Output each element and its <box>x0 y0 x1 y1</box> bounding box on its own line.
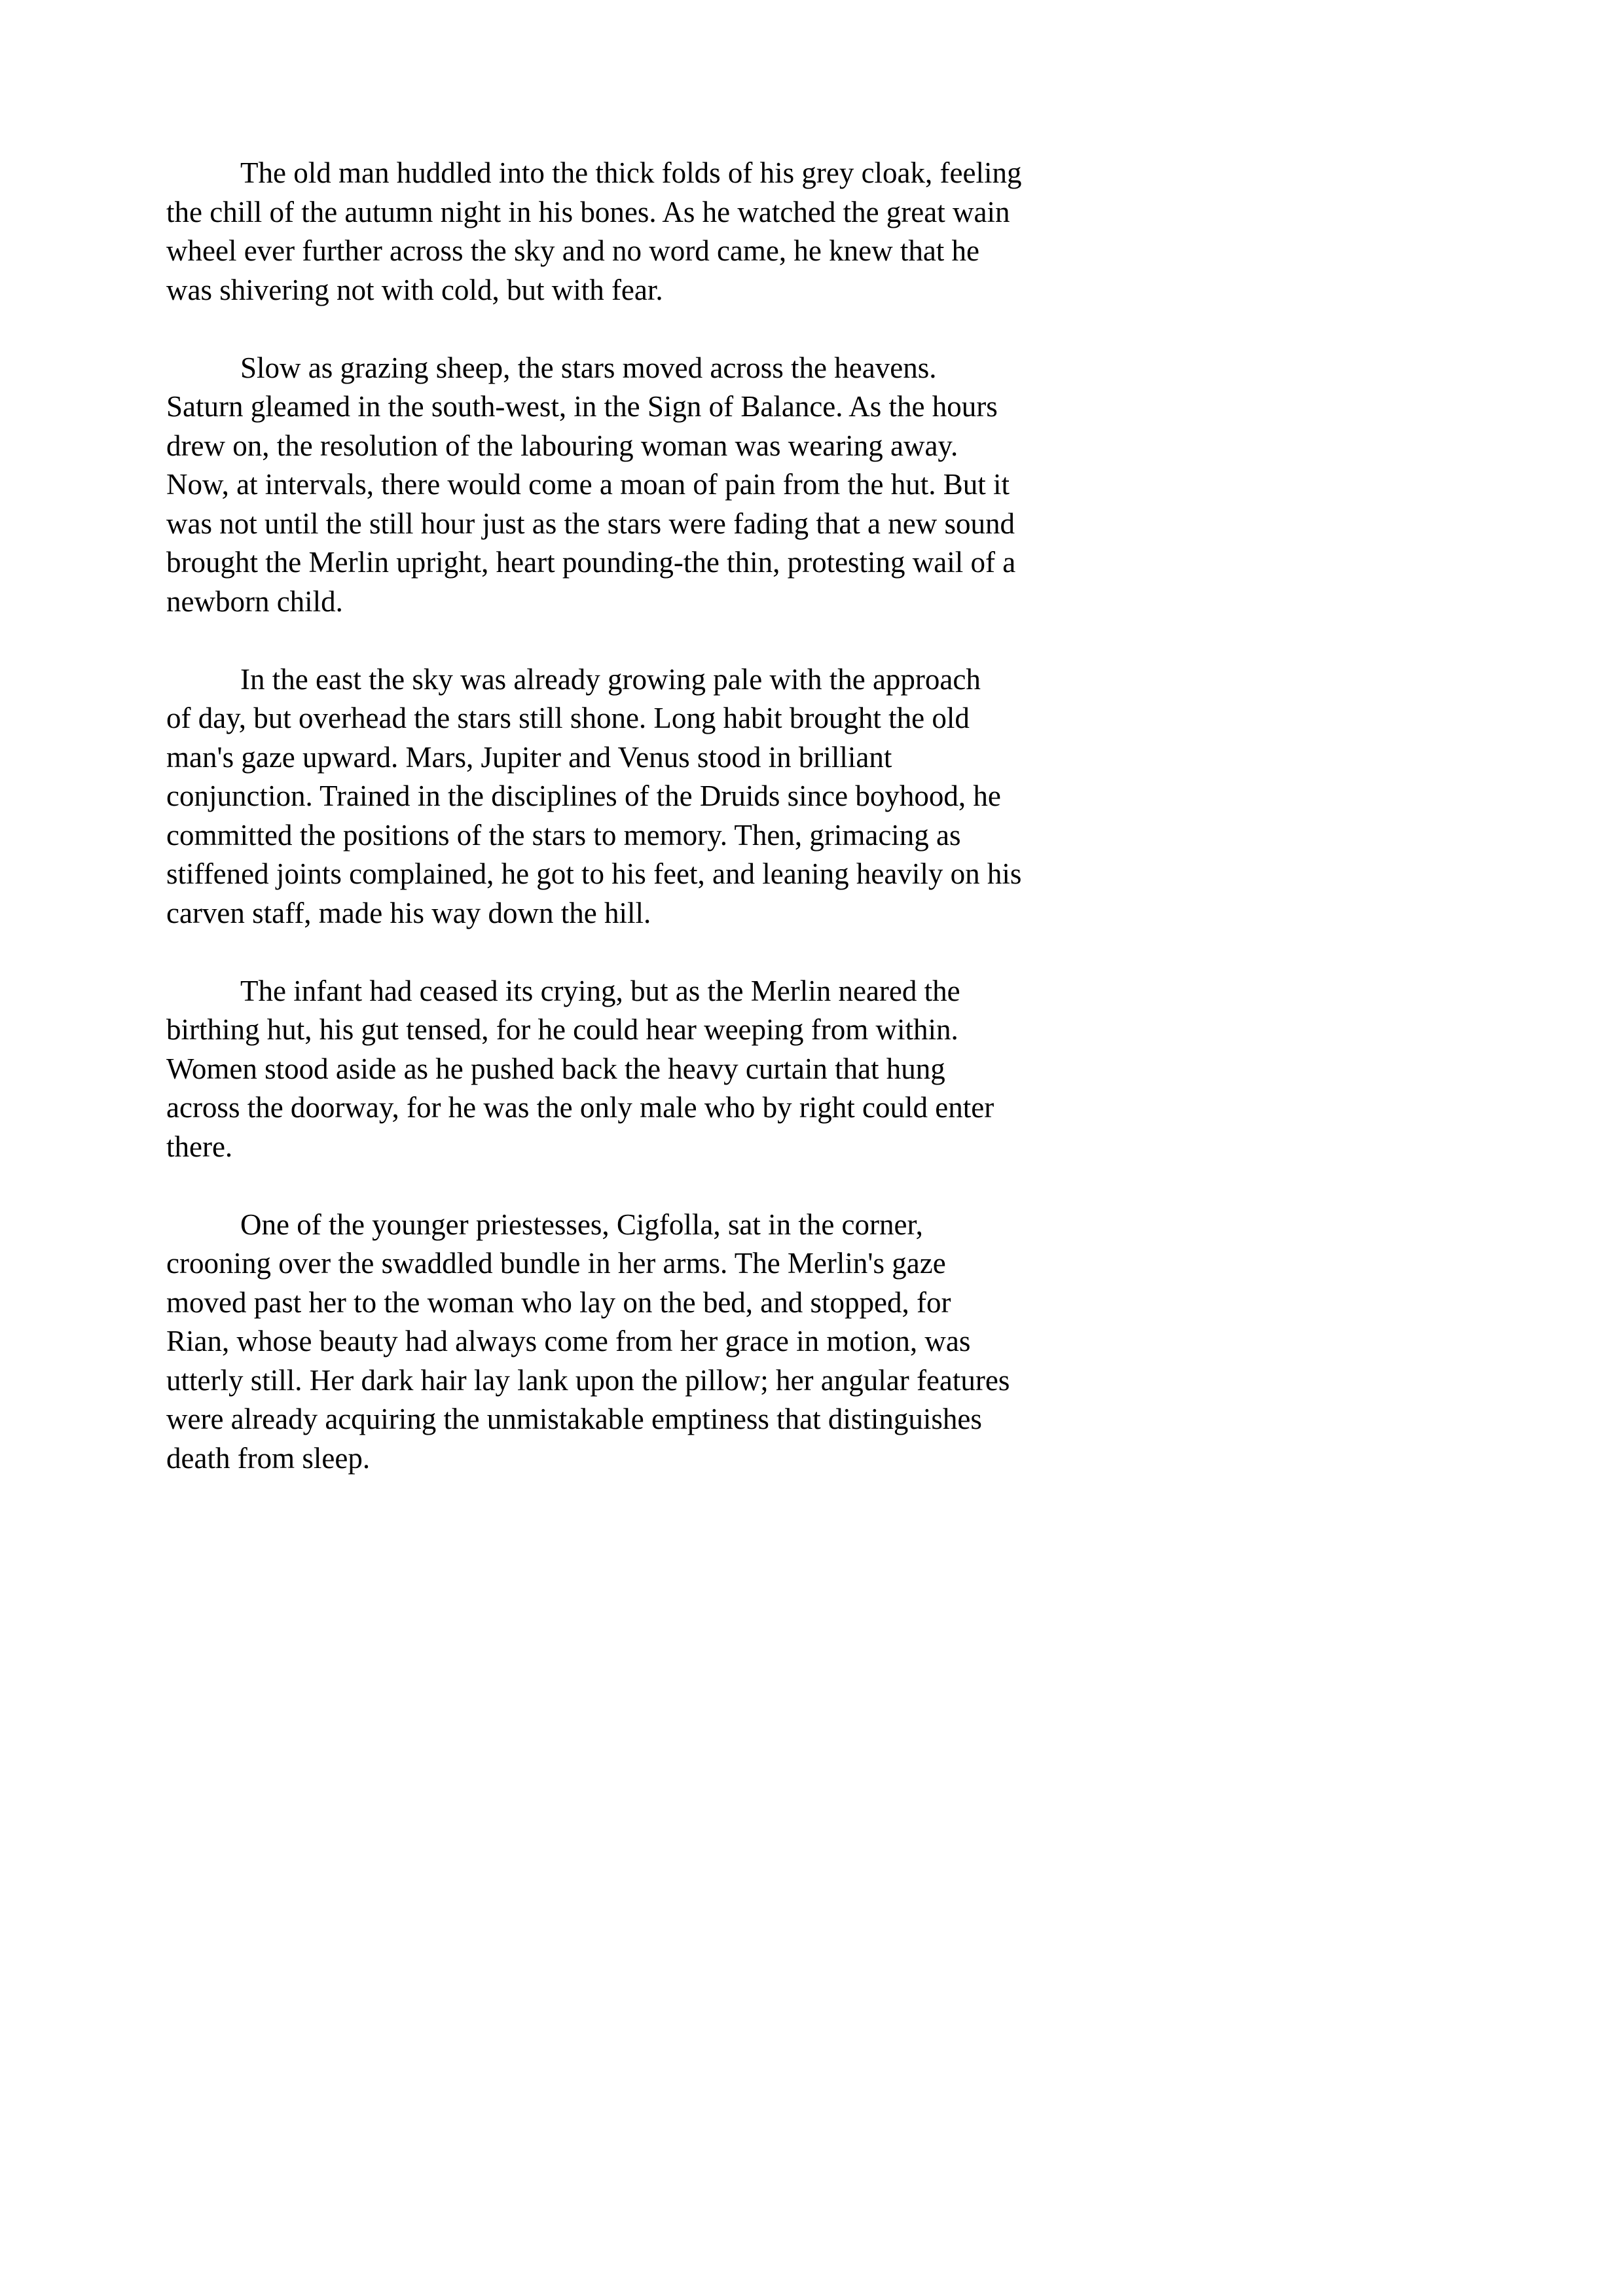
paragraph-2: Slow as grazing sheep, the stars moved across the heavens. Saturn gleamed in the south-west, in the Sign of Balance. As the hours drew on, the resolution of the labouring woman was wearing away. Now, at intervals, there would come a moan of pain from the hut. But it was not until the still hour just as the stars were fading that a new sound brought the Merlin upright, heart pounding-the thin, protesting wail of a newborn child. <box>166 351 1016 618</box>
paragraph-1: The old man huddled into the thick folds of his grey cloak, feeling the chill of the autumn night in his bones. As he watched the great wain wheel ever further across the sky and no word came, he knew that he was shivering not with cold, but with fear. <box>166 156 1022 306</box>
paragraph-4: The infant had ceased its crying, but as the Merlin neared the birthing hut, his gut tensed, for he could hear weeping from within. Women stood aside as he pushed back the heavy curtain that hung across the doorway, for he was the only male who by right could enter there. <box>166 974 994 1163</box>
body-text <box>166 154 1057 1478</box>
paragraph-3: In the east the sky was already growing pale with the approach of day, but overhead the stars still shone. Long habit brought the old man's gaze upward. Mars, Jupiter and Venus stood in brilliant conjunction. Trained in the disciplines of the Druids since boyhood, he committed the positions of the stars to memory. Then, grimacing as stiffened joints complained, he got to his feet, and leaning heavily on his carven staff, made his way down the hill. <box>166 662 1022 929</box>
paragraph-5: One of the younger priestesses, Cigfolla, sat in the corner, crooning over the swaddled bundle in her arms. The Merlin's gaze moved past her to the woman who lay on the bed, and stopped, for Rian, whose beauty had always come from her grace in motion, was utterly still. Her dark hair lay lank upon the pillow; her angular features were already acquiring the unmistakable emptiness that distinguishes death from sleep. <box>166 1208 1010 1475</box>
